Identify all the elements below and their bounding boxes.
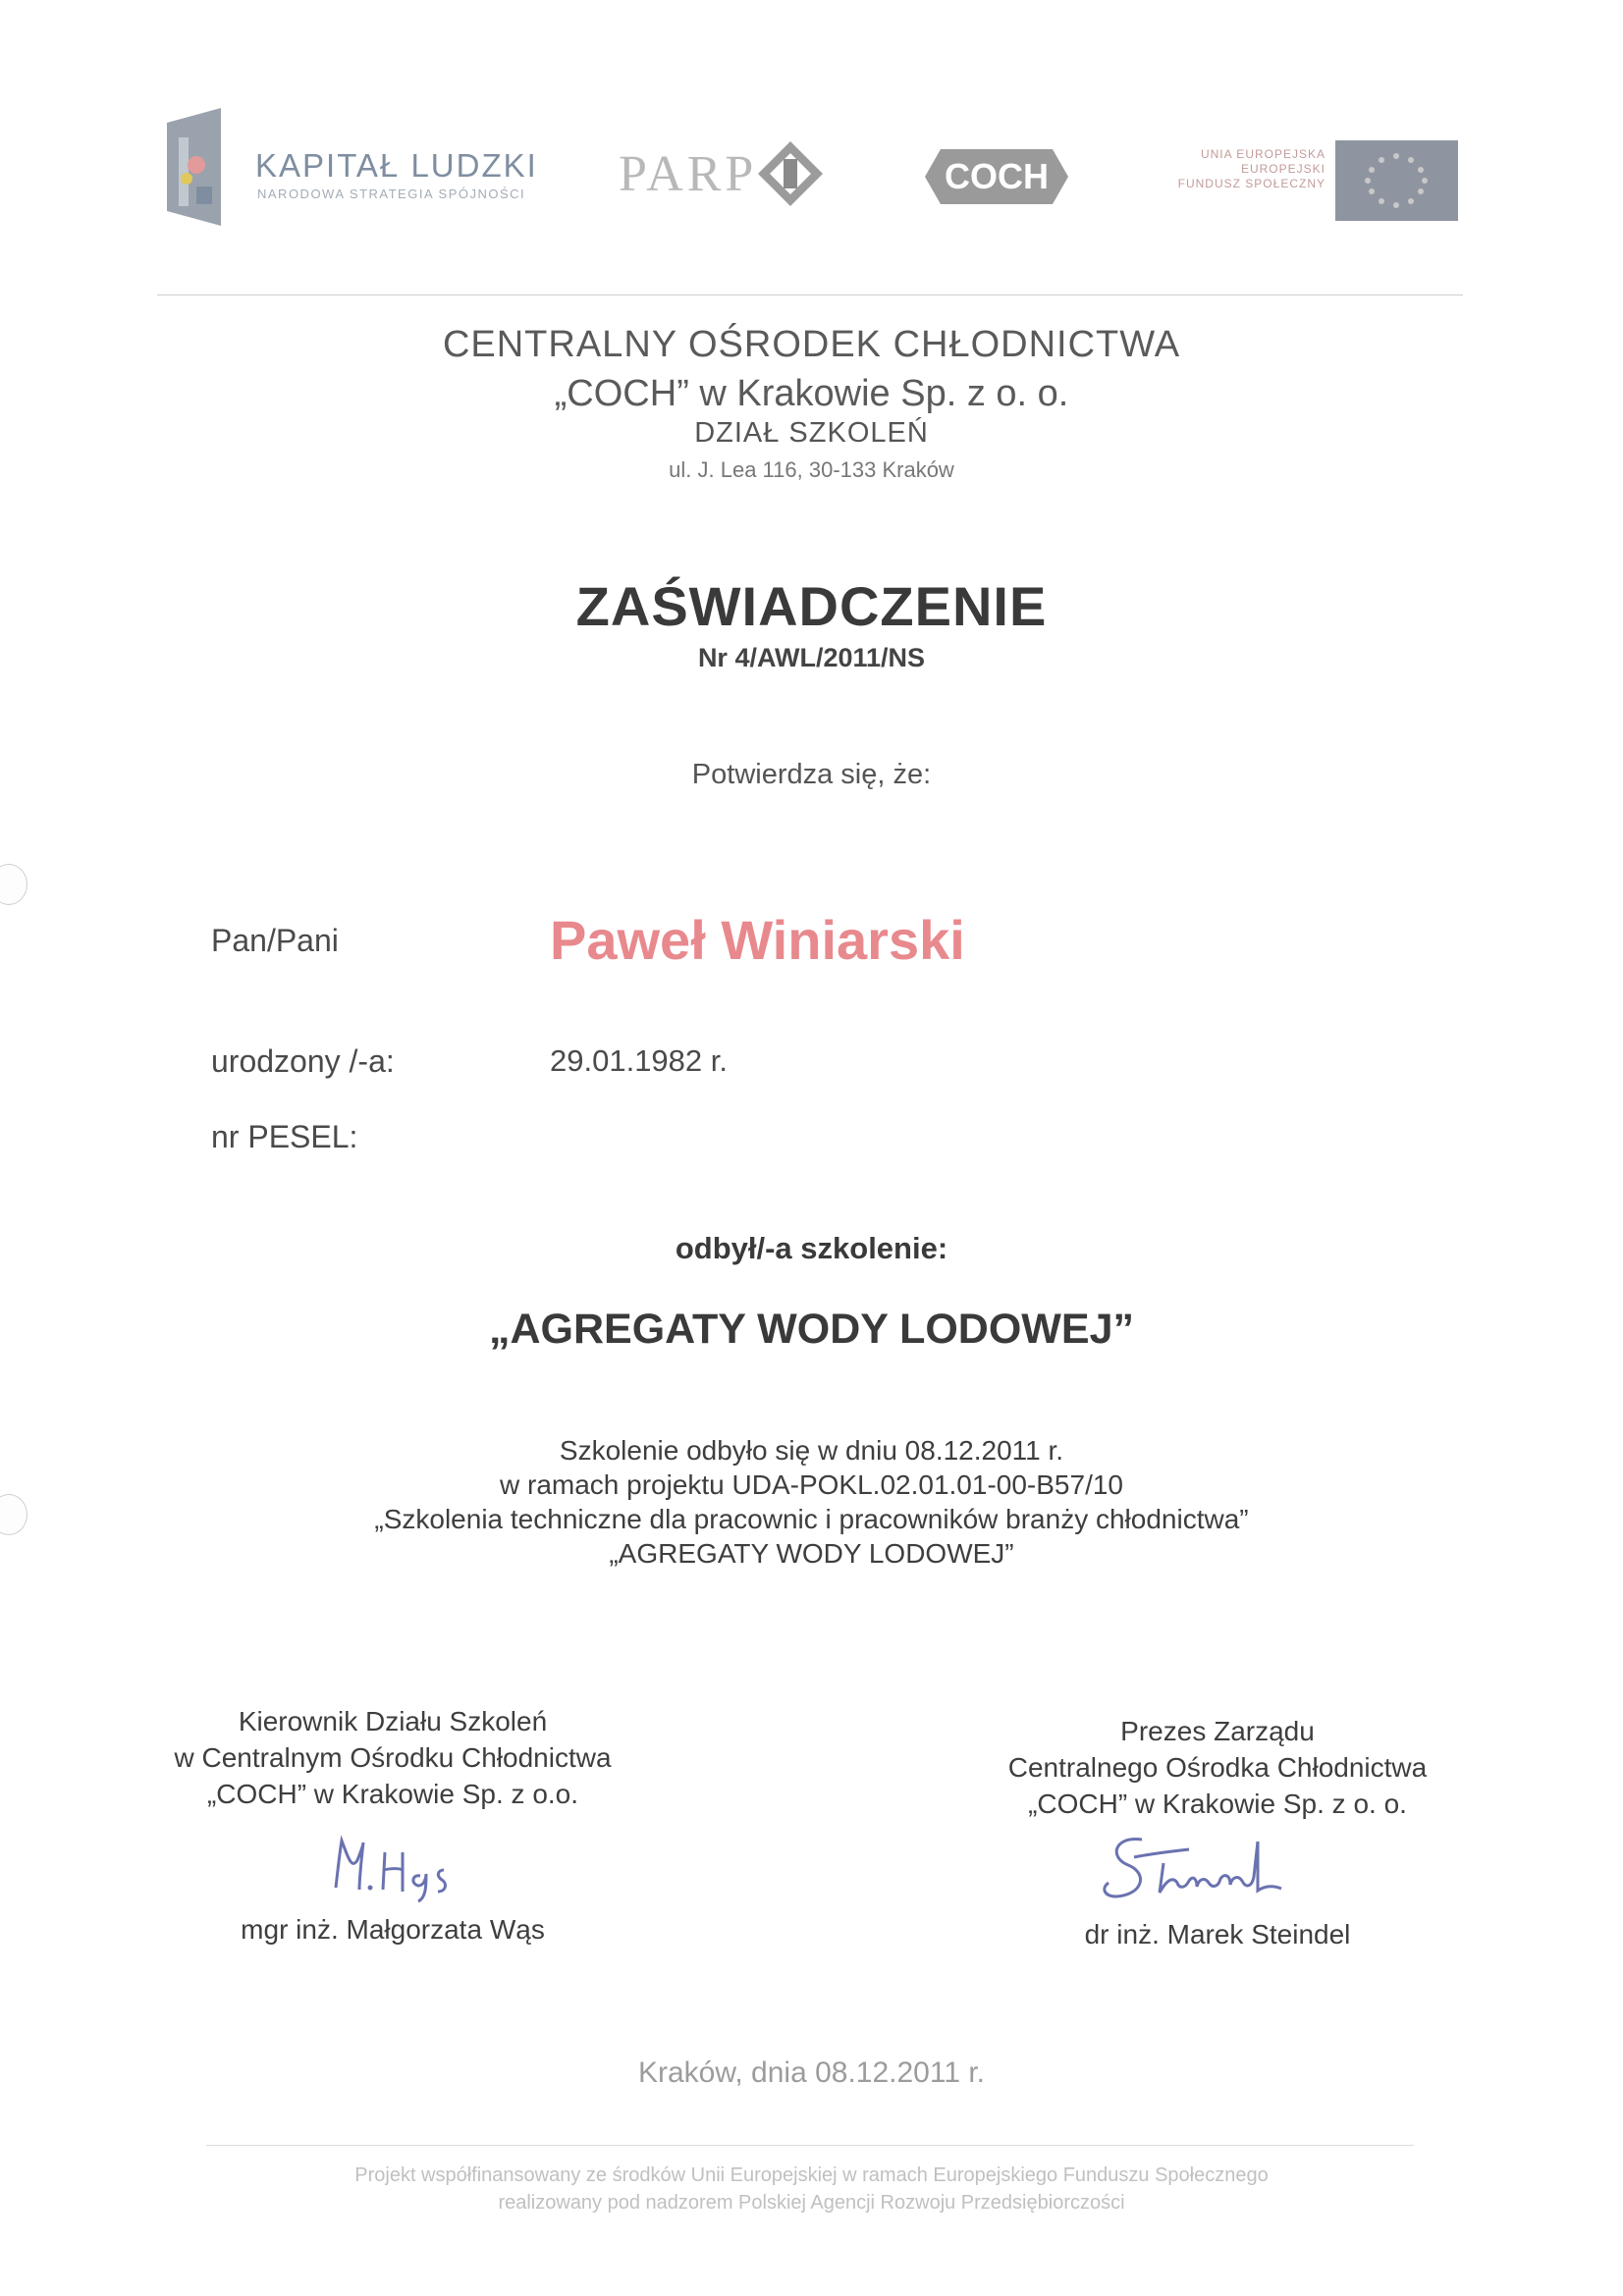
kapital-ludzki-subtitle: NARODOWA STRATEGIA SPÓJNOŚCI [257,187,526,201]
right-signatory-line-3: „COCH” w Krakowie Sp. z o. o. [1028,1789,1407,1819]
footer-line-1: Projekt współfinansowany ze środków Unii Europejskiej w ramach Europejskiego Funduszu Społecznego [354,2164,1269,2186]
eu-logo-text [1139,147,1325,191]
coch-logo-text: COCH [945,156,1049,196]
kapital-ludzki-title: KAPITAŁ LUDZKI [255,147,538,184]
pesel-label: nr PESEL: [211,1119,358,1154]
course-program-line: „Szkolenia techniczne dla pracownic i pracowników branży chłodnictwa” [374,1504,1249,1534]
eu-line-1: UNIA EUROPEJSKA [1200,147,1325,161]
eu-line-2: EUROPEJSKI [1240,162,1325,176]
left-signatory-line-2: w Centralnym Ośrodku Chłodnictwa [174,1742,612,1773]
left-signatory-line-1: Kierownik Działu Szkoleń [238,1706,548,1736]
parp-emblem-logo [756,139,825,208]
course-date-line: Szkolenie odbyło się w dniu 08.12.2011 r. [559,1435,1064,1466]
coch-logo [923,147,1070,206]
institution-name: CENTRALNY OŚRODEK CHŁODNICTWA [442,324,1181,365]
punch-hole-top [0,864,27,905]
course-project-line: w ramach projektu UDA-POKL.02.01.01-00-B57/10 [500,1469,1123,1500]
institution-address: ul. J. Lea 116, 30-133 Kraków [669,457,954,482]
institution-department: DZIAŁ SZKOLEŃ [694,417,929,449]
right-signatory-name: dr inż. Marek Steindel [1084,1919,1351,1949]
right-handwritten-signature [1095,1828,1311,1911]
kapital-ludzki-flag-logo [167,108,226,226]
eu-flag-icon [1335,140,1458,221]
course-module-line: „AGREGATY WODY LODOWEJ” [609,1538,1014,1569]
right-signatory-line-1: Prezes Zarządu [1120,1716,1315,1746]
left-handwritten-signature [324,1831,461,1904]
footer-divider [206,2145,1414,2146]
header-divider [157,294,1463,295]
left-signatory-name: mgr inż. Małgorzata Wąs [241,1914,545,1945]
eu-line-3: FUNDUSZ SPOŁECZNY [1177,177,1325,190]
footer-line-2: realizowany pod nadzorem Polskiej Agencji Rozwoju Przedsiębiorczości [498,2192,1125,2214]
course-title: „AGREGATY WODY LODOWEJ” [489,1306,1134,1353]
left-signatory-title [137,1703,648,1812]
certificate-title: ZAŚWIADCZENIE [575,575,1048,637]
birth-label: urodzony /-a: [211,1043,395,1079]
name-label: Pan/Pani [211,923,339,958]
birth-date: 29.01.1982 r. [550,1043,728,1078]
confirmation-text: Potwierdza się, że: [691,759,932,790]
person-name: Paweł Winiarski [550,909,965,971]
completed-label: odbył/-a szkolenie: [675,1231,948,1265]
right-signatory-line-2: Centralnego Ośrodka Chłodnictwa [1007,1752,1428,1783]
institution-company: „COCH” w Krakowie Sp. z o. o. [554,373,1069,414]
left-signatory-line-3: „COCH” w Krakowie Sp. z o.o. [206,1779,579,1809]
place-and-date: Kraków, dnia 08.12.2011 r. [637,2056,986,2089]
parp-logo-text: PARP [619,146,758,202]
right-signatory-title [962,1713,1473,1822]
certificate-number: Nr 4/AWL/2011/NS [697,643,926,672]
